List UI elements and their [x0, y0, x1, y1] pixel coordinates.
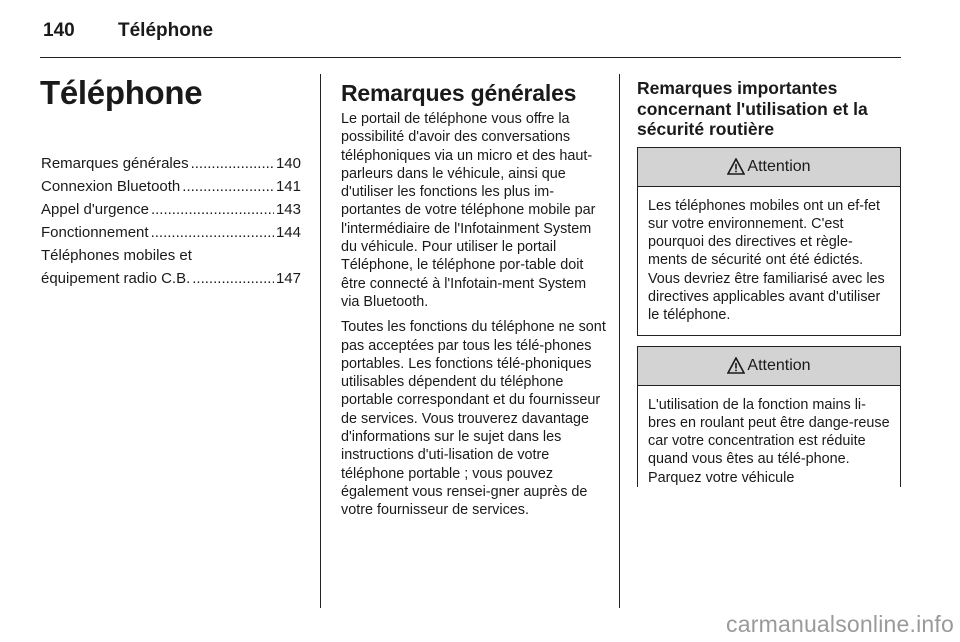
watermark[interactable]: carmanualsonline.info [726, 611, 954, 637]
toc-entry-page: 143 [275, 201, 301, 218]
toc-entry-label-line1: Téléphones mobiles et [41, 247, 192, 264]
toc-entry-label: Fonctionnement [41, 224, 149, 241]
toc-entry-label: Appel d'urgence [41, 201, 149, 218]
toc-entry-general[interactable] [41, 152, 301, 175]
paragraph: Le portail de téléphone vous offre la possibilité d'avoir des conversations téléphoniques via un micro et des haut-parleurs dans le véhicule, ainsi que d'utiliser les fonctions les plus im-portantes de votre téléphone mobile par l'intermédiaire de l'Infotainment System du véhicule. Pour utiliser le portail Téléphone, le téléphone por-table doit être connecté à l'Infotain-ment System via Bluetooth. [341, 111, 596, 310]
toc-leader-dots [192, 267, 274, 290]
toc-leader-dots [191, 152, 274, 175]
toc-entry-page: 144 [275, 224, 301, 241]
toc-entry-emergency[interactable] [41, 198, 301, 221]
warning-box [637, 346, 901, 487]
warning-text: Les téléphones mobiles ont un ef-fet sur votre environnement. C'est pourquoi des directives et règle-ments de sécurité ont été édictés. Vous devriez être familiarisé avec les directives applicables avant d'utiliser le téléphone. [648, 197, 885, 324]
toc-entry-page: 141 [275, 178, 301, 195]
warning-text: L'utilisation de la fonction mains li-bres en roulant peut être dange-reuse car votre concentration est réduite quand vous êtes au télé-phone. Parquez votre véhicule [648, 396, 890, 486]
running-header-title: Téléphone [118, 20, 214, 41]
page-number: 140 [43, 20, 75, 41]
column-divider-right [619, 74, 620, 608]
warning-title: Attention [747, 157, 811, 175]
header-divider [40, 57, 901, 58]
toc-entry-label: équipement radio C.B. [41, 270, 191, 287]
toc-entry-operation[interactable] [41, 221, 301, 244]
warning-triangle-icon [727, 357, 745, 374]
chapter-title: Téléphone [40, 74, 203, 111]
paragraph: Toutes les fonctions du téléphone ne sont pas acceptées par tous les télé-phones portables. Les fonctions télé-phoniques utilisables dépendent du téléphone portable correspondant et du fournisseur de services. Vous trouverez davantage d'informations sur le sujet dans les instructions d'uti-lisation de votre téléphone portable ; vous pouvez également vous rensei-gner auprès de votre fournisseur de services. [341, 319, 606, 519]
toc-entry-bluetooth[interactable] [41, 175, 301, 198]
warning-header [638, 347, 900, 386]
important-remarks-section [637, 78, 901, 487]
warning-box [637, 147, 901, 336]
table-of-contents [41, 152, 301, 290]
warning-header [638, 148, 900, 187]
toc-entry-page: 140 [275, 155, 301, 172]
section-heading: Remarques générales [341, 80, 577, 106]
section-heading: Remarques importantes concernant l'utilisation et la sécurité routière [637, 78, 868, 139]
toc-entry-page: 147 [275, 270, 301, 287]
warning-title: Attention [747, 356, 811, 374]
toc-leader-dots [182, 175, 274, 198]
toc-entry-label: Connexion Bluetooth [41, 178, 181, 195]
toc-entry-mobile-cb[interactable] [41, 244, 301, 290]
column-divider-left [320, 74, 321, 608]
toc-leader-dots [151, 221, 274, 244]
toc-leader-dots [151, 198, 274, 221]
warning-triangle-icon [727, 158, 745, 175]
toc-entry-label: Remarques générales [41, 155, 189, 172]
general-remarks-section [341, 80, 607, 527]
